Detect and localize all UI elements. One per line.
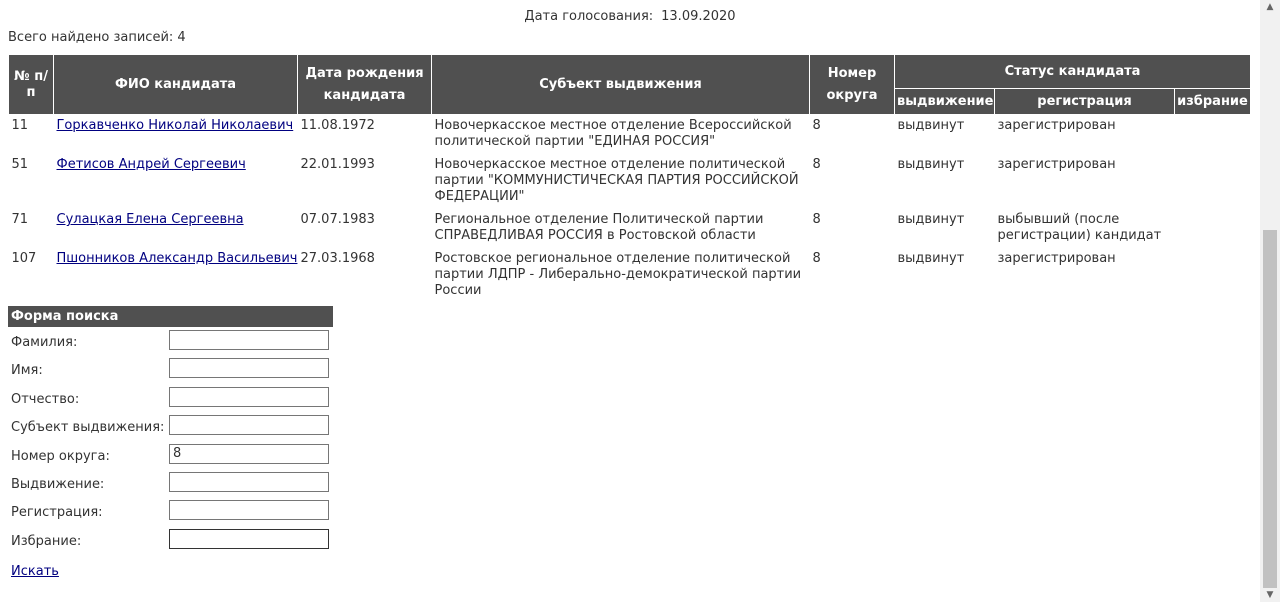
registration-label: Регистрация: [11,505,103,521]
scroll-up-arrow-icon[interactable]: ▲ [1266,2,1274,12]
candidate-link[interactable]: Сулацкая Елена Сергеевна [56,212,244,227]
header-birth-date: Дата рождения кандидата [298,55,432,115]
table-row [9,248,1251,303]
scroll-down-arrow-icon[interactable]: ▼ [1266,590,1274,600]
candidate-link[interactable]: Пшонников Александр Васильевич [56,251,298,266]
search-form [8,306,333,554]
search-button[interactable]: Искать [11,564,59,579]
records-found-count: Всего найдено записей: 4 [8,30,186,45]
table-row [9,115,1251,155]
cell-subject: Ростовское региональное отделение политической партии ЛДПР - Либерально-демократической партии России [434,251,802,298]
surname-input[interactable] [169,330,329,350]
search-form-title: Форма поиска [8,306,333,327]
subject-input[interactable] [169,415,329,435]
cell-birth: 22.01.1993 [300,157,375,172]
election-input[interactable] [169,529,329,549]
vote-date-label: Дата голосования: [524,9,654,24]
candidate-link[interactable]: Горкавченко Николай Николаевич [56,118,294,133]
cell-birth: 11.08.1972 [300,118,375,133]
vertical-scrollbar[interactable] [1260,0,1280,602]
cell-num: 71 [11,212,29,227]
election-label: Избрание: [11,533,82,549]
header-status: Статус кандидата [895,55,1251,89]
nomination-label: Выдвижение: [11,476,105,492]
cell-nomination: выдвинут [897,251,965,266]
cell-subject: Региональное отделение Политической партии СПРАВЕДЛИВАЯ РОССИЯ в Ростовской области [434,212,764,243]
scroll-thumb[interactable] [1263,230,1277,588]
header-registration: регистрация [995,89,1175,115]
vote-date [0,9,1260,24]
cell-okrug: 8 [812,118,821,133]
cell-election [1175,209,1251,248]
candidate-link[interactable]: Фетисов Андрей Сергеевич [56,157,246,172]
cell-num: 51 [11,157,29,172]
cell-election [1175,115,1251,155]
cell-election [1175,154,1251,209]
header-fio: ФИО кандидата [54,55,298,115]
patronymic-input[interactable] [169,387,329,407]
header-subject: Субъект выдвижения [432,55,810,115]
cell-nomination: выдвинут [897,212,965,227]
cell-nomination: выдвинут [897,118,965,133]
patronymic-label: Отчество: [11,391,80,407]
header-num: № п/п [9,55,54,115]
nomination-input[interactable] [169,472,329,492]
cell-registration: выбывший (после регистрации) кандидат [997,212,1162,243]
registration-input[interactable] [169,500,329,520]
cell-birth: 27.03.1968 [300,251,375,266]
cell-num: 107 [11,251,37,266]
okrug-label: Номер округа: [11,448,110,464]
cell-num: 11 [11,118,29,133]
okrug-input[interactable] [169,444,329,464]
cell-registration: зарегистрирован [997,157,1116,172]
table-row [9,209,1251,248]
cell-registration: зарегистрирован [997,251,1116,266]
header-nomination: выдвижение [895,89,995,115]
surname-label: Фамилия: [11,335,78,350]
cell-okrug: 8 [812,157,821,172]
table-row [9,154,1251,209]
name-input[interactable] [169,358,329,378]
cell-birth: 07.07.1983 [300,212,375,227]
cell-okrug: 8 [812,212,821,227]
subject-label: Субъект выдвижения: [11,420,165,436]
cell-nomination: выдвинут [897,157,965,172]
cell-subject: Новочеркасское местное отделение политической партии "КОММУНИСТИЧЕСКАЯ ПАРТИЯ РОССИЙСКОЙ ФЕДЕРАЦИИ" [434,157,799,204]
header-okrug: Номер округа [810,55,895,115]
cell-registration: зарегистрирован [997,118,1116,133]
header-election: избрание [1175,89,1251,115]
cell-election [1175,248,1251,303]
cell-okrug: 8 [812,251,821,266]
cell-subject: Новочеркасское местное отделение Всероссийской политической партии "ЕДИНАЯ РОССИЯ" [434,118,792,149]
candidates-table [8,54,1251,303]
name-label: Имя: [11,363,43,379]
vote-date-value: 13.09.2020 [661,9,736,24]
